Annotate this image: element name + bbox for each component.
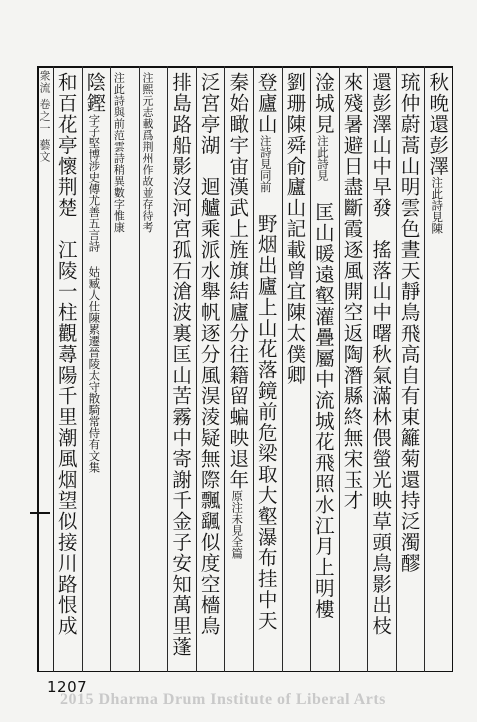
text-column bbox=[342, 72, 362, 668]
text-column bbox=[85, 72, 105, 668]
column-main-text: 排島路船影沒河宮孤石滄波裏匡山苦霧中寄謝千金子安知萬里蓬 bbox=[169, 72, 193, 658]
text-columns bbox=[53, 66, 453, 672]
column-rule bbox=[224, 66, 225, 672]
column-rule bbox=[139, 66, 140, 672]
column-main-text: 淦城見 bbox=[311, 72, 335, 135]
text-column bbox=[142, 72, 153, 668]
column-gap bbox=[55, 218, 78, 239]
column-rule bbox=[167, 66, 168, 672]
column-poem-text: 野烟出廬上山花落鏡前危梁取大壑瀑布挂中天 bbox=[254, 213, 278, 632]
text-column bbox=[371, 72, 391, 668]
column-poem-text: 搖落山中曙秋氣滿林偎螢光映草頭鳥影出枝 bbox=[369, 239, 393, 637]
column-poem-text: 匡山暖遠壑灌疊屬中流城花飛照水江月上明樓 bbox=[311, 201, 335, 620]
column-rule bbox=[253, 66, 254, 672]
column-rule bbox=[339, 66, 340, 672]
column-rule bbox=[196, 66, 197, 672]
column-main-text: 還彭澤山中早發 bbox=[369, 72, 393, 219]
column-rule bbox=[82, 66, 83, 672]
column-main-text: 泛宮亭湖 bbox=[197, 72, 221, 156]
column-note: 注此詩與前范雲詩稍異數字惟康 bbox=[112, 72, 126, 233]
column-rule bbox=[310, 66, 311, 672]
column-main-text: 來殘暑避日盡斷霞逐風開空返陶潛縣終無宋玉才 bbox=[340, 72, 364, 511]
text-column bbox=[113, 72, 124, 668]
text-column bbox=[228, 72, 248, 668]
column-gap bbox=[255, 192, 278, 213]
column-poem-text: 迴艫乘派水舉帆逐分風淏淩疑無際飄颻似度空檣鳥 bbox=[197, 176, 221, 637]
column-inline-note: 原注未見全篇 bbox=[230, 490, 245, 559]
page-number: 1207 bbox=[47, 678, 88, 696]
column-rule bbox=[396, 66, 397, 672]
text-column bbox=[399, 72, 419, 668]
column-rule bbox=[110, 66, 111, 672]
watermark-text: 2015 Dharma Drum Institute of Liberal Arts bbox=[60, 691, 386, 708]
column-main-text: 劉珊陳舜俞廬山記載曾宜陳太僕卿 bbox=[283, 72, 307, 386]
column-main-text: 秋晚還彭澤 bbox=[426, 72, 450, 177]
column-gap bbox=[369, 218, 392, 239]
column-gap bbox=[312, 181, 335, 202]
column-inline-note: 注此詩見 bbox=[315, 134, 330, 181]
column-main-text: 秦始瞰宇宙漢武上旌旗結廬分往籍留蝙映退年 bbox=[226, 72, 250, 490]
column-main-text: 和百花亭懷荆楚 bbox=[54, 72, 78, 219]
column-rule bbox=[282, 66, 283, 672]
column-rule bbox=[424, 66, 425, 672]
column-inline-note: 注詩見同前 bbox=[258, 134, 273, 193]
column-inline-note: 字子堅博涉史傳尤善五言詩 姑臧人仕陳累遷晉陵太守散騎常侍有文集 bbox=[87, 113, 102, 473]
running-head: 衆流 卷之一 藝文 bbox=[38, 70, 51, 163]
column-main-text: 陰鏗 bbox=[83, 72, 107, 114]
text-column bbox=[56, 72, 76, 668]
text-column bbox=[428, 72, 448, 668]
text-column bbox=[171, 72, 191, 668]
text-column bbox=[313, 72, 333, 668]
margin-mark bbox=[30, 512, 50, 514]
column-inline-note: 注此詩見陳 bbox=[430, 176, 445, 234]
column-main-text: 琉仲蔚蒿山明雲色晝天靜鳥飛高自有東籬菊還持泛濁醪 bbox=[397, 72, 421, 574]
column-main-text: 登廬山 bbox=[254, 72, 278, 135]
text-column bbox=[285, 72, 305, 668]
text-column bbox=[256, 72, 276, 668]
column-poem-text: 江陵一柱觀蕁陽千里潮風烟望似接川路恨成 bbox=[54, 239, 78, 637]
text-column bbox=[199, 72, 219, 668]
column-rule bbox=[367, 66, 368, 672]
column-gap bbox=[198, 156, 221, 177]
column-note: 注熙元志載爲荆州作故並存待考 bbox=[141, 72, 154, 233]
